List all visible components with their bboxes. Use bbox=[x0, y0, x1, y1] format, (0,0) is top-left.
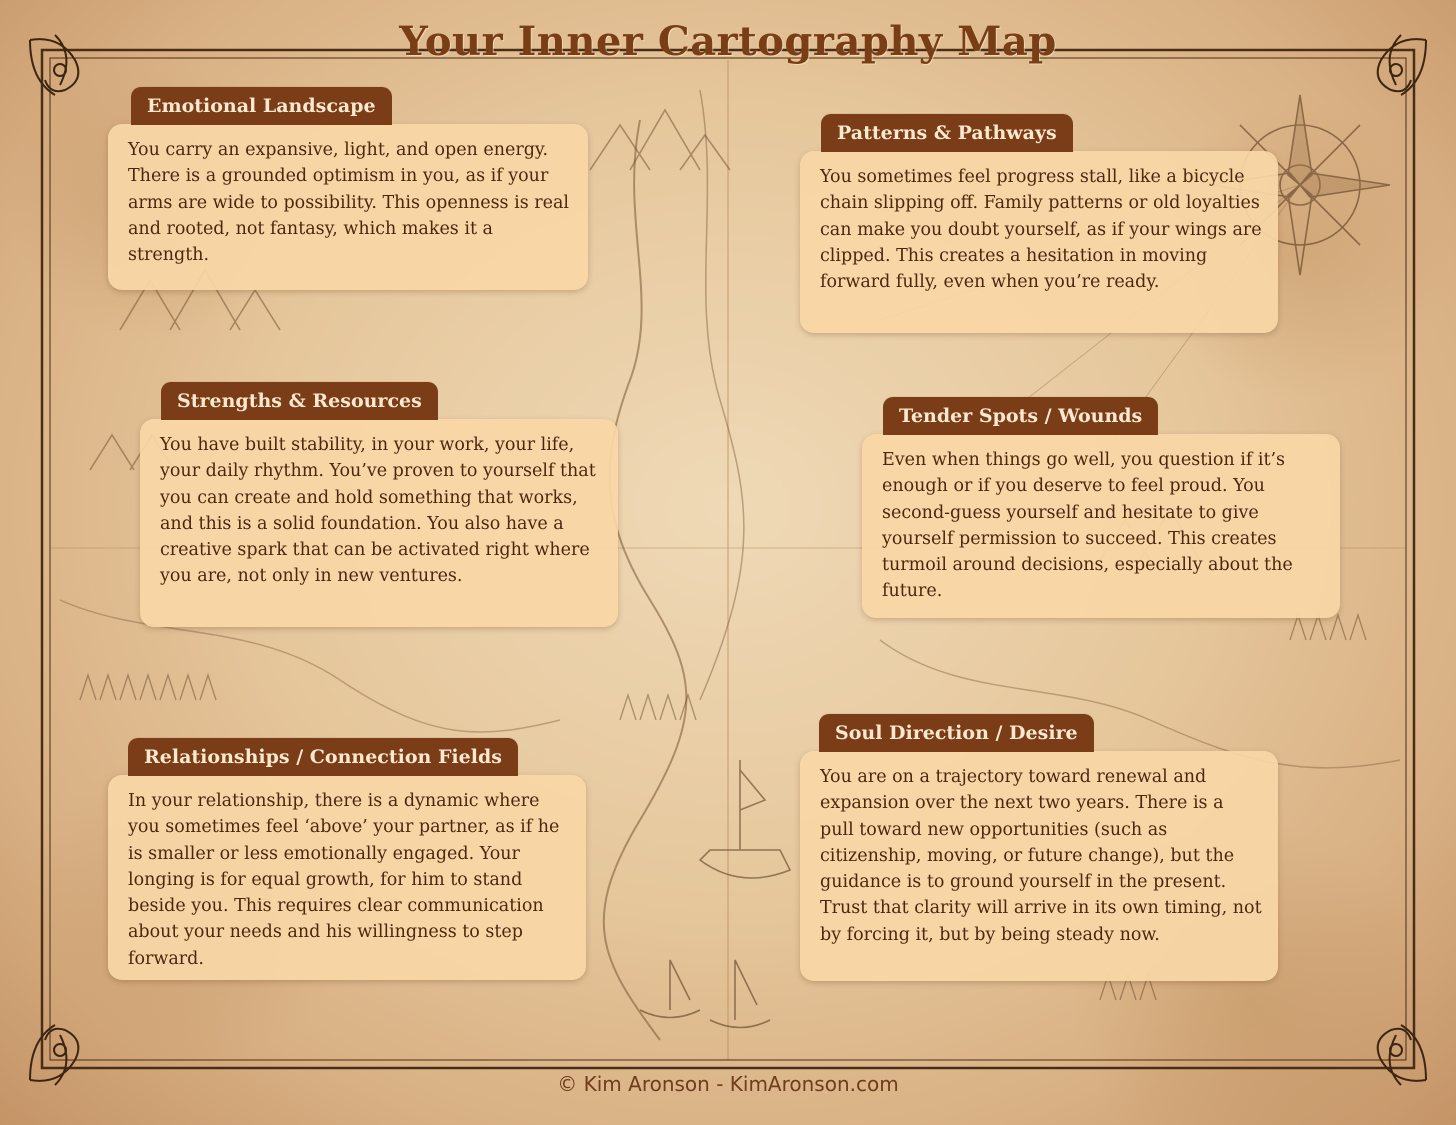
section-tender-spots bbox=[862, 397, 1340, 618]
copyright-footer: © Kim Aronson - KimAronson.com bbox=[557, 1072, 899, 1096]
section-strengths-resources bbox=[140, 382, 618, 628]
section-body: You sometimes feel progress stall, like a bicycle chain slipping off. Family patterns or old loyalties can make you doubt yourself, as if your wings are clipped. This creates a hesitation in moving forward fully, even when you’re ready. bbox=[800, 151, 1278, 333]
section-soul-direction bbox=[800, 714, 1278, 981]
section-heading: Strengths & Resources bbox=[161, 382, 438, 420]
section-heading: Relationships / Connection Fields bbox=[128, 738, 518, 776]
section-patterns-pathways bbox=[800, 114, 1278, 334]
section-body: Even when things go well, you question if it’s enough or if you deserve to feel proud. You second-guess yourself and hesitate to give yourself permission to succeed. This creates turmoil around decisions, especially about the future. bbox=[862, 434, 1340, 618]
section-body: You carry an expansive, light, and open energy. There is a grounded optimism in you, as if your arms are wide to possibility. This openness is real and rooted, not fantasy, which makes it a strength. bbox=[108, 124, 588, 290]
section-heading: Patterns & Pathways bbox=[821, 114, 1073, 152]
section-body: You are on a trajectory toward renewal and expansion over the next two years. There is a pull toward new opportunities (such as citizenship, moving, or future change), but the guidance is to ground yourself in the present. Trust that clarity will arrive in its own timing, not by forcing it, but by being steady now. bbox=[800, 751, 1278, 981]
section-heading: Soul Direction / Desire bbox=[819, 714, 1094, 752]
section-emotional-landscape bbox=[108, 87, 588, 291]
section-body: You have built stability, in your work, your life, your daily rhythm. You’ve proven to yourself that you can create and hold something that works, and this is a solid foundation. You also have a creative spark that can be activated right where you are, not only in new ventures. bbox=[140, 419, 618, 627]
page-title: Your Inner Cartography Map bbox=[399, 18, 1057, 65]
section-heading: Tender Spots / Wounds bbox=[883, 397, 1158, 435]
section-relationships bbox=[108, 738, 586, 980]
section-body: In your relationship, there is a dynamic where you sometimes feel ‘above’ your partner, as if he is smaller or less emotionally engaged. Your longing is for equal growth, for him to stand beside you. This requires clear communication about your needs and his willingness to step forward. bbox=[108, 775, 586, 980]
section-heading: Emotional Landscape bbox=[131, 87, 392, 125]
